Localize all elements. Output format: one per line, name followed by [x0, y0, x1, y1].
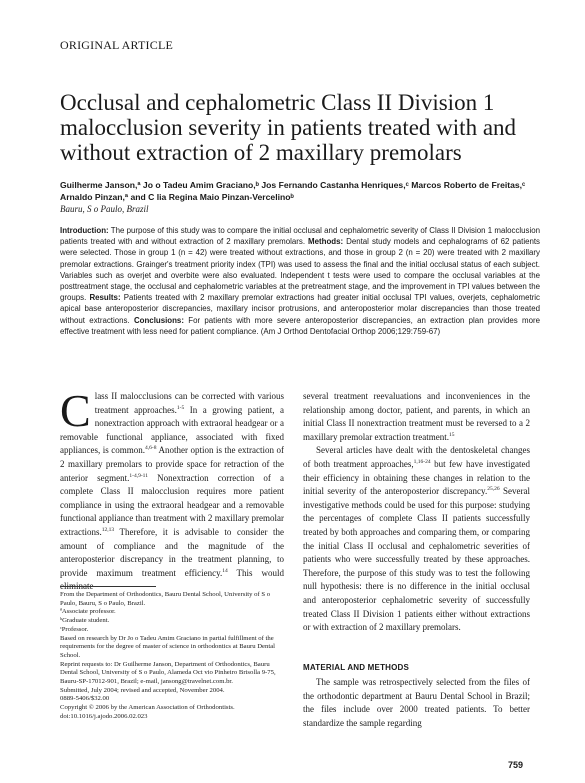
abstract-intro-label: Introduction: — [60, 226, 109, 235]
left-text-4: Nonextraction correction of a complete Class II malocclusion requires more patient compliance in using the extraoral headgear and a removable functional appliance than treatment with 2 maxillary premolar extractions. — [60, 472, 284, 537]
article-title: Occlusal and cephalometric Class II Division 1 malocclusion severity in patients treated with and without extraction of 2 maxillary premolars — [60, 90, 517, 165]
footnote: Copyright © 2006 by the American Association of Orthodontists. — [60, 704, 235, 712]
left-text-6: This would eliminate — [60, 567, 285, 592]
citation-ref: 1-4,9-11 — [129, 472, 148, 479]
abstract-conclusions-label: Conclusions: — [133, 315, 184, 325]
right-text-4: Several investigative methods could be used for this purpose: studying the percentages of complete Class II patients successfully treated by both approaches and comparing them, or comparing the initial Class II occlusal and cephalometric severities of patients who were successfully treated by these approaches. Therefore, the purpose of this study was to test the following null hypothesis: there is no difference in the initial occlusal and anteroposterior cephalometric severity of successfully treated Class II Division 1 patients either without extractions or with extraction of 2 maxillary premolars. — [303, 486, 530, 633]
footnote: ᵇGraduate student. — [60, 617, 110, 625]
citation-ref: 25,26 — [487, 486, 500, 493]
footnotes — [60, 591, 286, 722]
abstract — [60, 225, 540, 337]
drop-cap: C — [60, 385, 91, 436]
section-label: ORIGINAL ARTICLE — [60, 38, 174, 52]
methods-text: The sample was retrospectively selected from the files of the orthodontic department at Bauru Dental School in Brazil; the files include over 2000 treated patients. To better standardize the sample regarding — [303, 677, 530, 728]
footnote: From the Department of Orthodontics, Bauru Dental School, University of S o Paulo, Bauru, S o Paulo, Brazil. — [60, 591, 271, 607]
affiliation: Bauru, S o Paulo, Brazil — [60, 204, 149, 214]
left-text-5: Therefore, it is advisable to consider the amount of compliance and the magnitude of the anteroposterior discrepancy in the treatment planning, to provide maximum treatment efficiency. — [60, 526, 284, 578]
footnote: 0889-5406/$32.00 — [60, 695, 110, 703]
citation-ref: 4,6-8 — [145, 445, 157, 452]
citation-ref: 1,16-24 — [413, 458, 431, 465]
citation-ref: 1-5 — [176, 404, 185, 411]
left-text-3: Another option is the extraction of 2 maxillary premolars to provide space for retraction of the anterior segment. — [60, 445, 284, 483]
right-text-3: but few have investigated their efficiency in obtaining these changes in relation to the initial severity of the anteroposterior discrepancy. — [303, 458, 530, 497]
left-column-body — [60, 385, 285, 594]
footnote: Reprint requests to: Dr Guilherme Janson, Department of Orthodontics, Bauru Dental School, University of S o Paulo, Alameda Oct vio Pinheiro Brisolla 9-75, Bauru-SP-17012-901, Brazil; e-mail, jansong@travelnet.com.br. — [60, 660, 276, 686]
author-list: Guilherme Janson,ª Jo o Tadeu Amim Graciano,ᵇ Jos Fernando Castanha Henriques,ᶜ Marcos Roberto de Freitas,ᶜ Arnaldo Pinzan,ª and C lia Regina Maio Pinzan-Vercelinoᵇ — [60, 180, 526, 202]
left-text-1: lass II malocclusions can be corrected with various treatment approaches. — [94, 391, 284, 415]
footnote: Based on research by Dr Jo o Tadeu Amim Graciano in partial fulfillment of the requirements for the degree of master of science in orthodontics at Bauru Dental School. — [60, 634, 276, 659]
footnote: ªAssociate professor. — [60, 608, 116, 616]
abstract-methods: Dental study models and cephalograms of 62 patients were selected. Those in group 1 (n = 42) were treated without extractions, and those in group 2 (n = 20) were treated with 2 maxillary premolar extractions. Grainger's treatment priority index (TPI) was used to assess the final and the initial occlusal status of each subject. Variables such as overjet and overbite were also evaluated. Independent t tests were used to compare the occlusal variables at the posttreatment stage, the occlusal and cephalometric variables at the pretreatment stage, and the improvement in TPI values between the groups. — [60, 237, 540, 303]
footnote: Submitted, July 2004; revised and accepted, November 2004. — [60, 686, 225, 694]
citation-ref: 12,13 — [101, 526, 115, 533]
abstract-intro: The purpose of this study was to compare the initial occlusal and cephalometric severity of Class II Division 1 malocclusion patients treated with and without extraction of 2 maxillary premolars. — [60, 226, 540, 247]
page-number: 759 — [508, 760, 524, 770]
footnote: ᶜProfessor. — [60, 625, 89, 633]
footnote-divider — [60, 586, 156, 587]
abstract-results: Patients treated with 2 maxillary premolar extractions had greater initial occlusal TPI values, overjets, cephalometric apical base anteroposterior discrepancies, maxillary incisor protrusions, and anteroposterior molar discrepancies than those treated without extractions. — [60, 293, 540, 325]
abstract-results-label: Results: — [89, 293, 121, 303]
citation-ref: 14 — [222, 567, 228, 574]
right-text-2: Several articles have dealt with the dentoskeletal changes of both treatment approaches, — [303, 445, 530, 469]
citation-ref: 15 — [448, 431, 455, 438]
abstract-conclusions: For patients with more severe anteroposterior discrepancies, an extraction plan provides more effective treatment with less need for patient compliance. (Am J Orthod Dentofacial Orthop 2006;129:759-67) — [60, 315, 540, 336]
footnote: doi:10.1016/j.ajodo.2006.02.023 — [60, 712, 148, 720]
right-column-body — [303, 390, 530, 635]
abstract-methods-label: Methods: — [308, 237, 344, 247]
right-text-1: several treatment reevaluations and inconveniences in the relationship among doctor, patient, and parents, in which an initial Class II nonextraction treatment must be reversed to a 2 maxillary premolar extraction treatment. — [303, 391, 530, 442]
section-heading-methods: MATERIAL AND METHODS — [303, 663, 410, 672]
left-text-2: In a growing patient, a nonextraction approach with extraoral headgear or a removable functional appliance, associated with fixed appliances, is common. — [60, 404, 284, 456]
